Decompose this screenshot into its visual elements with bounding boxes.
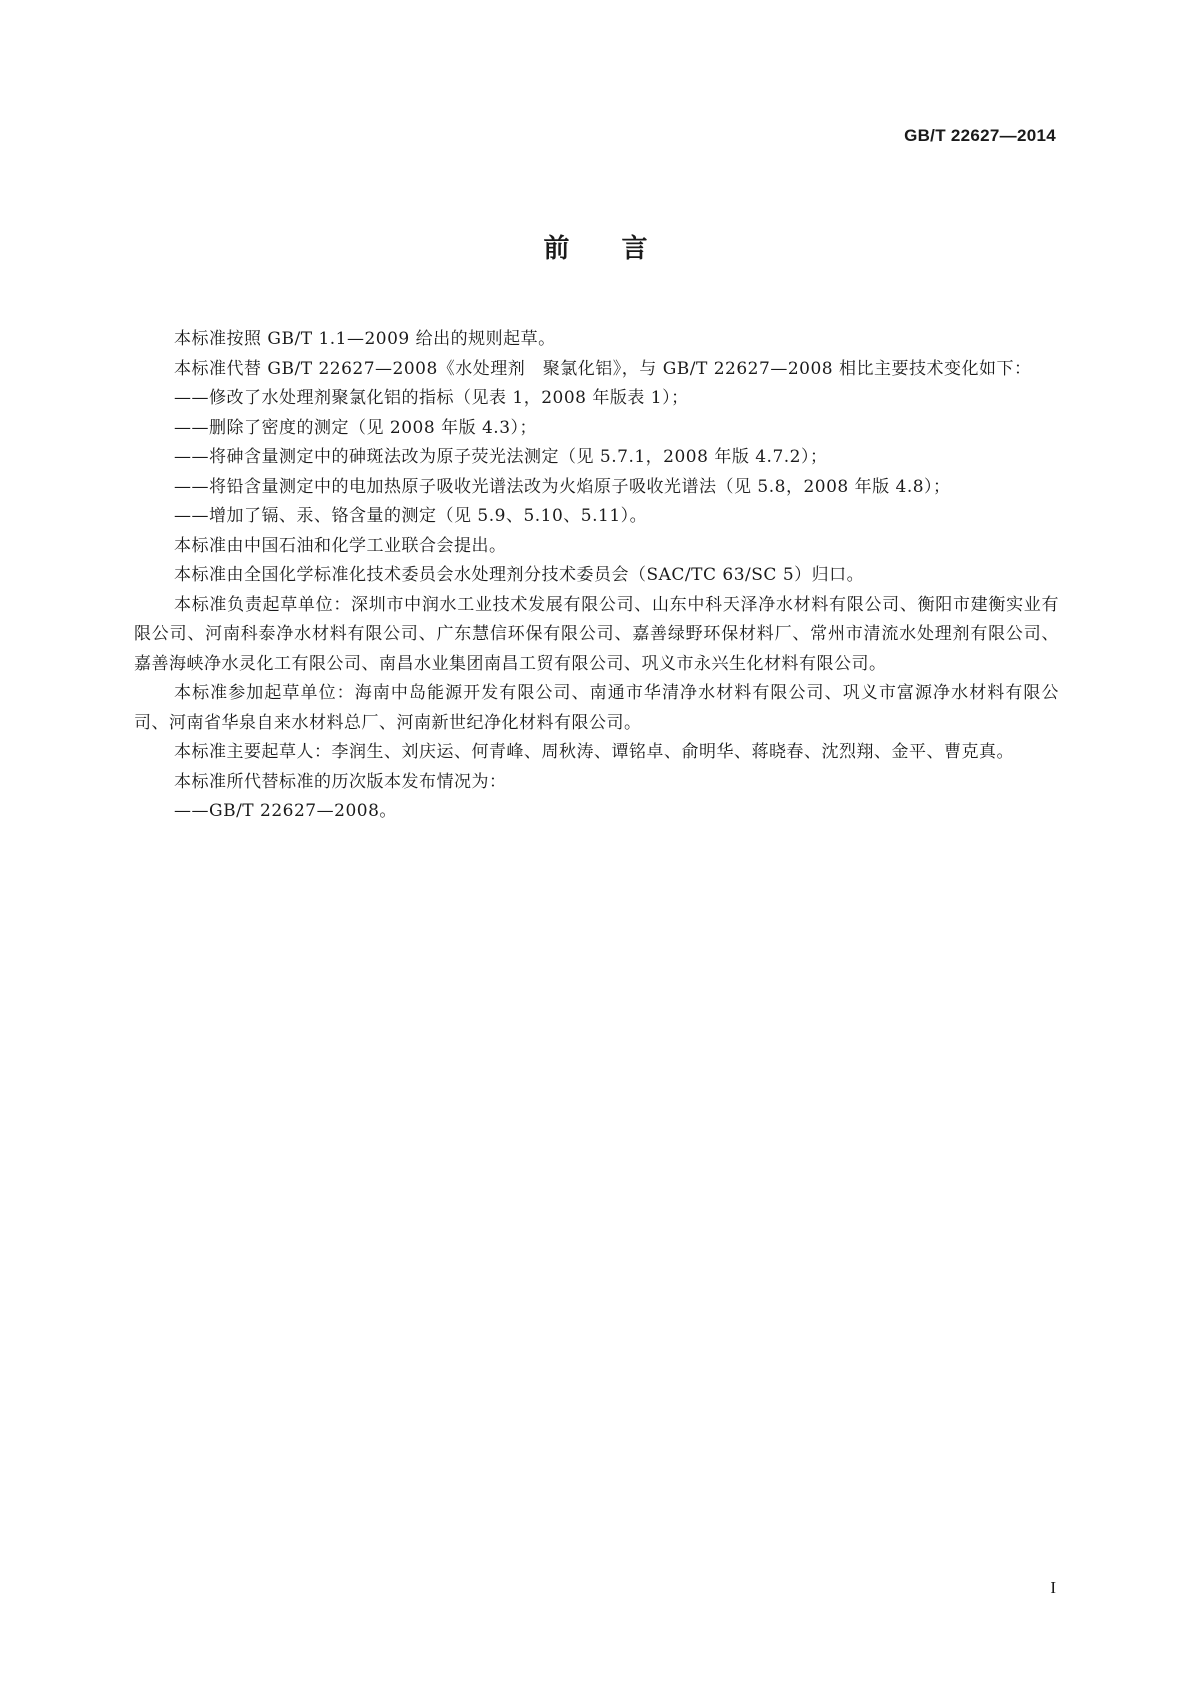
paragraph-drafting-units: 本标准负责起草单位：深圳市中润水工业技术发展有限公司、山东中科天泽净水材料有限公司、衡阳市建衡实业有限公司、河南科泰净水材料有限公司、广东慧信环保有限公司、嘉善绿野环保材料厂、常州市清流水处理剂有限公司、嘉善海峡净水灵化工有限公司、南昌水业集团南昌工贸有限公司、巩义市永兴生化材料有限公司。 xyxy=(134,594,1059,674)
paragraph-committee: 本标准由全国化学标准化技术委员会水处理剂分技术委员会（SAC/TC 63/SC 5）归口。 xyxy=(174,565,865,585)
change-item: ——将砷含量测定中的砷斑法改为原子荧光法测定（见 5.7.1，2008 年版 4.7.2）； xyxy=(174,447,828,467)
paragraph-drafters: 本标准主要起草人：李润生、刘庆运、何青峰、周秋涛、谭铭卓、俞明华、蒋晓春、沈烈翔、金平、曹克真。 xyxy=(174,742,1014,762)
paragraph-drafting-rules: 本标准按照 GB/T 1.1—2009 给出的规则起草。 xyxy=(174,329,556,349)
standard-code: GB/T 22627—2014 xyxy=(904,126,1056,145)
history-item: ——GB/T 22627—2008。 xyxy=(174,801,397,821)
change-item: ——增加了镉、汞、铬含量的测定（见 5.9、5.10、5.11）。 xyxy=(174,506,648,526)
paragraph-history-intro: 本标准所代替标准的历次版本发布情况为： xyxy=(174,771,507,792)
page-title: 前言 xyxy=(543,234,700,264)
paragraph-participating-units: 本标准参加起草单位：海南中岛能源开发有限公司、南通市华清净水材料有限公司、巩义市富源净水材料有限公司、河南省华泉自来水材料总厂、河南新世纪净化材料有限公司。 xyxy=(134,683,1059,733)
change-item: ——将铅含量测定中的电加热原子吸收光谱法改为火焰原子吸收光谱法（见 5.8，2008 年版 4.8）； xyxy=(174,476,951,497)
change-item: ——修改了水处理剂聚氯化铝的指标（见表 1，2008 年版表 1）； xyxy=(174,388,689,408)
paragraph-replacement: 本标准代替 GB/T 22627—2008《水处理剂 聚氯化铝》，与 GB/T 22627—2008 相比主要技术变化如下： xyxy=(174,358,1032,379)
change-item: ——删除了密度的测定（见 2008 年版 4.3）； xyxy=(174,417,538,438)
paragraph-proposer: 本标准由中国石油和化学工业联合会提出。 xyxy=(174,535,507,556)
page-number: I xyxy=(1050,1578,1056,1597)
foreword-body xyxy=(134,325,1059,827)
